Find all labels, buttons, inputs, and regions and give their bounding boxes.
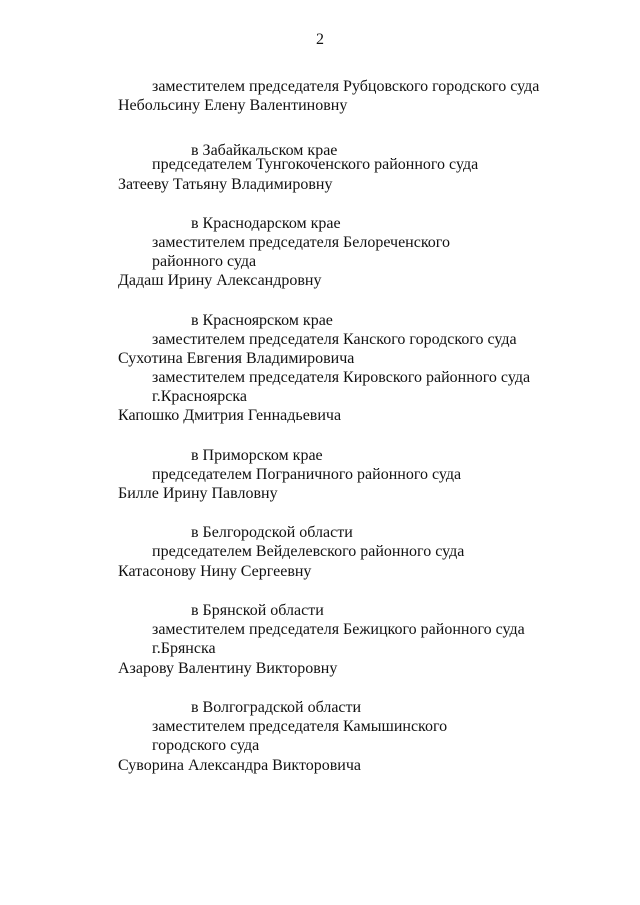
region-heading: в Белгородской области <box>191 524 353 541</box>
appointee-name: Дадаш Ирину Александровну <box>118 272 322 289</box>
position-line: председателем Вейделевского районного суда <box>152 543 465 560</box>
page-number: 2 <box>316 31 324 48</box>
position-line: заместителем председателя Кировского районного суда <box>152 369 531 386</box>
appointee-name: Затееву Татьяну Владимировну <box>118 176 333 193</box>
appointee-name: Катасонову Нину Сергеевну <box>118 563 312 580</box>
appointee-name: Билле Ирину Павловну <box>118 485 278 502</box>
position-line: заместителем председателя Канского городского суда <box>152 331 517 348</box>
appointee-name: Небольсину Елену Валентиновну <box>118 97 348 114</box>
position-line: г.Брянска <box>152 640 216 657</box>
region-heading: в Брянской области <box>191 602 324 619</box>
appointee-name: Сухотина Евгения Владимировича <box>118 350 355 367</box>
position-line: заместителем председателя Бежицкого районного суда <box>152 621 525 638</box>
position-line: г.Красноярска <box>152 388 247 405</box>
region-heading: в Красноярском крае <box>191 312 333 329</box>
position-line: заместителем председателя Камышинского <box>152 718 448 735</box>
region-heading: в Волгоградской области <box>191 699 362 716</box>
appointee-name: Суворина Александра Викторовича <box>118 757 362 774</box>
position-line: заместителем председателя Рубцовского городского суда <box>152 78 540 95</box>
position-line: председателем Тунгокоченского районного суда <box>152 156 479 173</box>
appointee-name: Азарову Валентину Викторовну <box>118 660 338 677</box>
position-line: заместителем председателя Белореченского <box>152 234 450 251</box>
appointee-name: Капошко Дмитрия Геннадьевича <box>118 407 342 424</box>
position-line: районного суда <box>152 253 257 270</box>
region-heading: в Забайкальском крае <box>191 142 338 159</box>
region-heading: в Приморском крае <box>191 447 323 464</box>
region-heading: в Краснодарском крае <box>191 215 341 232</box>
position-line: председателем Пограничного районного суда <box>152 466 462 483</box>
position-line: городского суда <box>152 737 260 754</box>
